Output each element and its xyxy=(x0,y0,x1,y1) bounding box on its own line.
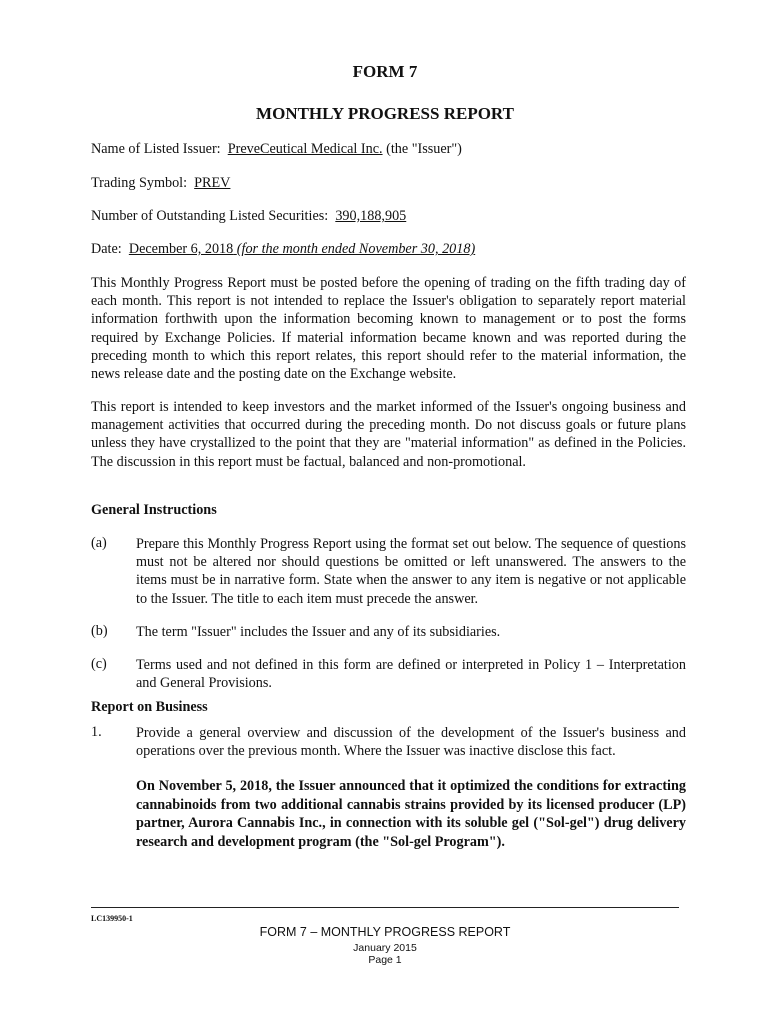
general-instructions-heading: General Instructions xyxy=(91,502,217,518)
issuer-name-suffix: (the "Issuer") xyxy=(386,141,462,157)
securities-value: 390,188,905 xyxy=(335,208,407,224)
instruction-text-c: Terms used and not defined in this form are defined or interpreted in Policy 1 – Interpretation and General Provisions. xyxy=(136,657,686,692)
intro-paragraph-1: This Monthly Progress Report must be posted before the opening of trading on the fifth trading day of each month. This report is not intended to replace the Issuer's obligation to separately report material information forthwith upon the information becoming known to management or to post the forms required by Exchange Policies. If material information became known and was reported during the preceding month to which this report relates, this report should refer to the material information, the news release date and the posting date on the Exchange website. xyxy=(91,275,686,383)
footer-divider xyxy=(91,907,679,908)
instruction-label-c: (c) xyxy=(91,656,107,672)
issuer-name-label: Name of Listed Issuer: xyxy=(91,141,221,157)
intro-paragraph-2: This report is intended to keep investors and the market informed of the Issuer's ongoing business and management activities that occurred during the preceding month. Do not discuss goals or future plans unless they have crystallized to the point that they are "material information" as defined in the Policies. The discussion in this report must be factual, balanced and non-promotional. xyxy=(91,399,686,470)
business-item-text-1: Provide a general overview and discussion of the development of the Issuer's business and operations over the previous month. Where the Issuer was inactive disclose this fact. xyxy=(136,725,686,760)
business-item-label-1: 1. xyxy=(91,724,102,740)
instruction-text-b: The term "Issuer" includes the Issuer and any of its subsidiaries. xyxy=(136,624,501,640)
date-note: (for the month ended November 30, 2018) xyxy=(236,241,476,257)
instruction-text-a: Prepare this Monthly Progress Report using the format set out below. The sequence of questions must not be altered nor should questions be omitted or left unanswered. The answers to the items must be in narrative form. State when the answer to any item is negative or not applicable to the Issuer. The title to each item must precede the answer. xyxy=(136,536,686,607)
trading-symbol-value: PREV xyxy=(194,175,231,191)
footer-edition: January 2015 xyxy=(353,942,417,954)
date-line xyxy=(91,241,475,258)
securities-label: Number of Outstanding Listed Securities: xyxy=(91,208,329,224)
footer-title: FORM 7 – MONTHLY PROGRESS REPORT xyxy=(259,925,511,939)
instruction-label-b: (b) xyxy=(91,623,108,639)
form-title: FORM 7 xyxy=(352,62,418,81)
issuer-name-line xyxy=(91,141,462,158)
issuer-name-value: PreveCeutical Medical Inc. xyxy=(227,141,383,157)
securities-line xyxy=(91,208,406,225)
date-value: December 6, 2018 (for the month ended November 30, 2018) xyxy=(128,241,476,257)
date-label: Date: xyxy=(91,241,122,257)
page-number: Page 1 xyxy=(368,954,402,966)
business-item-answer-1: On November 5, 2018, the Issuer announced that it optimized the conditions for extracting cannabinoids from two additional cannabis strains provided by its licensed producer (LP) partner, Aurora Cannabis Inc., in connection with its soluble gel ("Sol-gel") drug delivery research and development program (the "Sol-gel Program"). xyxy=(136,778,686,850)
report-title: MONTHLY PROGRESS REPORT xyxy=(256,104,514,123)
report-on-business-heading: Report on Business xyxy=(91,699,208,715)
trading-symbol-line xyxy=(91,175,230,192)
document-code: LC139950-1 xyxy=(91,914,133,923)
trading-symbol-label: Trading Symbol: xyxy=(91,175,188,191)
instruction-label-a: (a) xyxy=(91,535,107,551)
